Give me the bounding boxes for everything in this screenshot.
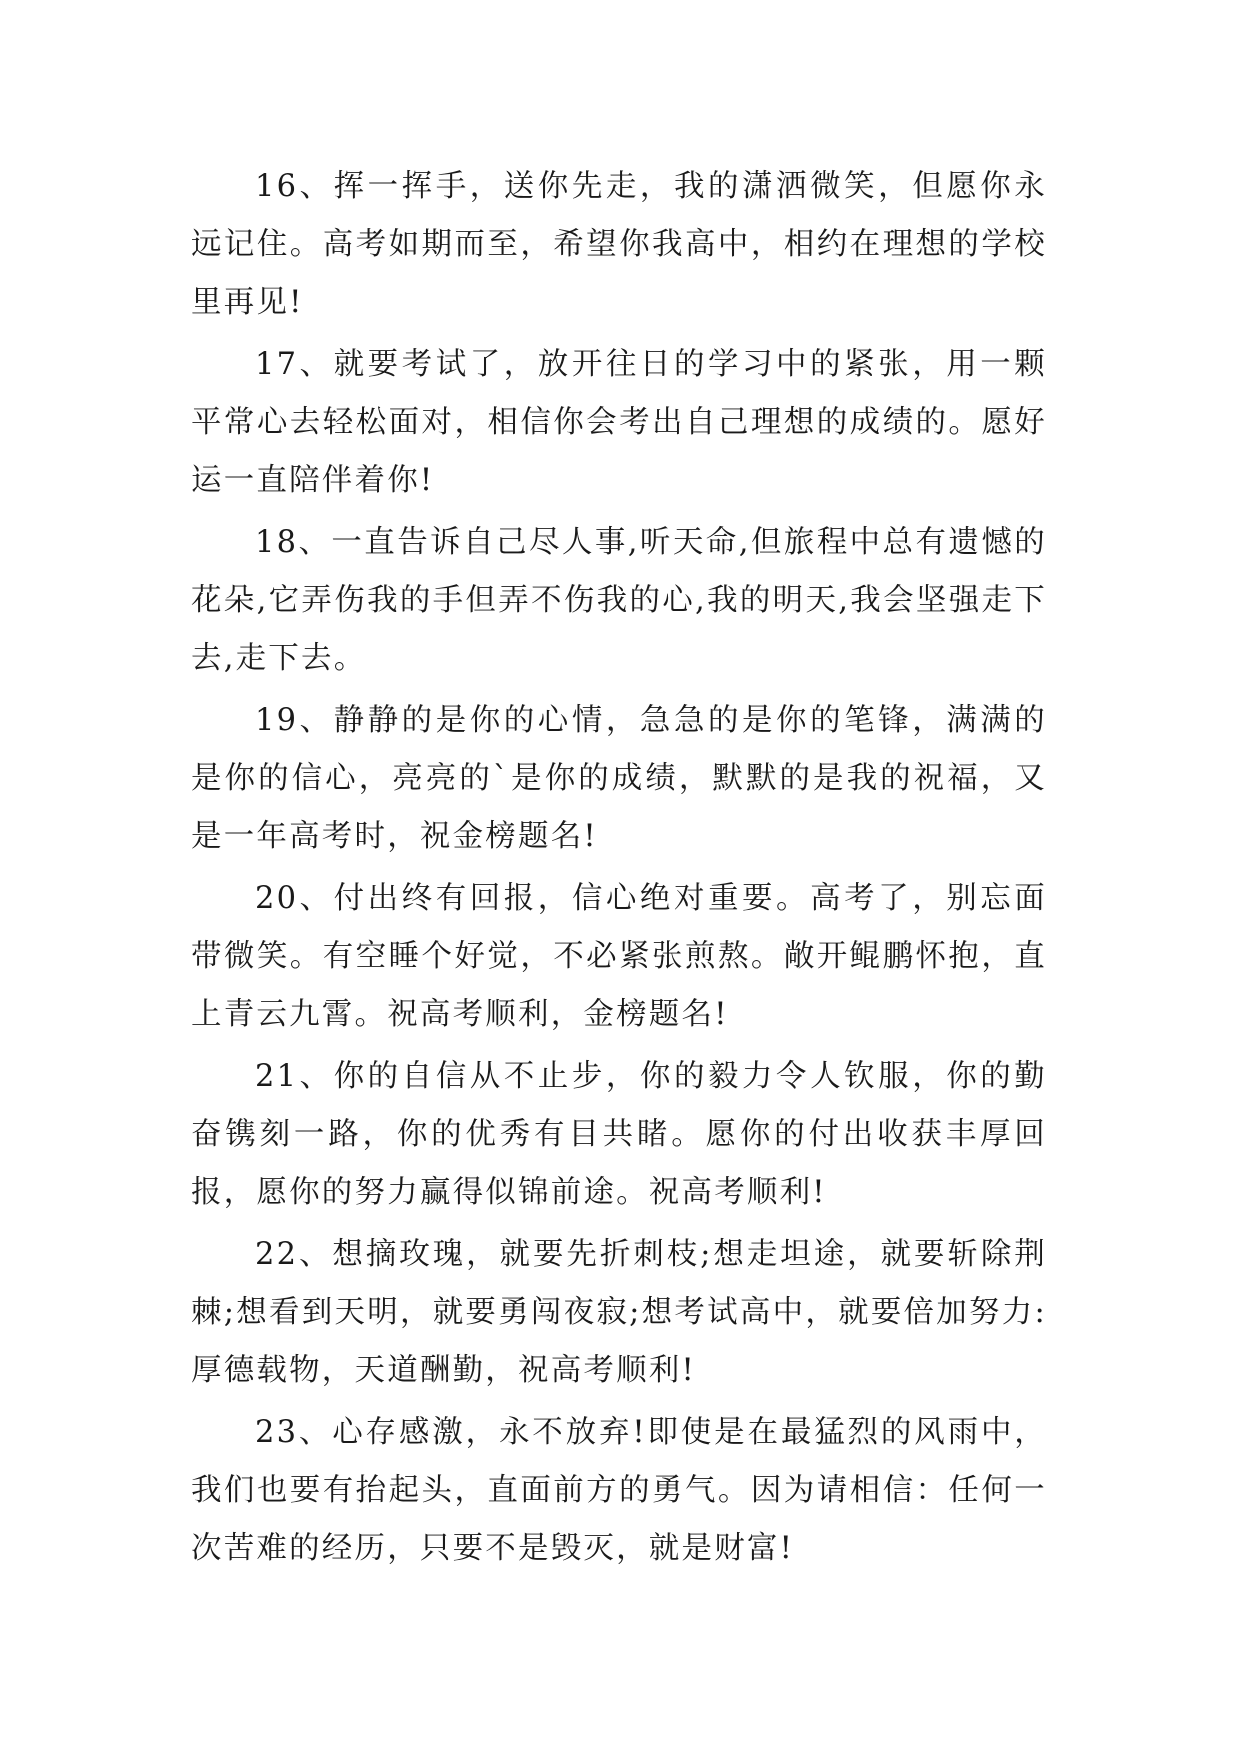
paragraph-17: 17、就要考试了，放开往日的学习中的紧张，用一颗平常心去轻松面对，相信你会考出自己理想的成绩的。愿好运一直陪伴着你! bbox=[191, 347, 1047, 498]
paragraph-23: 23、心存感激，永不放弃!即使是在最猛烈的风雨中，我们也要有抬起头，直面前方的勇气。因为请相信：任何一次苦难的经历，只要不是毁灭，就是财富! bbox=[191, 1415, 1047, 1566]
document-body bbox=[191, 158, 1047, 1582]
paragraph-21: 21、你的自信从不止步，你的毅力令人钦服，你的勤奋镌刻一路，你的优秀有目共睹。愿你的付出收获丰厚回报，愿你的努力赢得似锦前途。祝高考顺利! bbox=[191, 1059, 1047, 1210]
paragraph-22: 22、想摘玫瑰，就要先折刺枝;想走坦途，就要斩除荆棘;想看到天明，就要勇闯夜寂;想考试高中，就要倍加努力:厚德载物，天道酬勤，祝高考顺利! bbox=[191, 1237, 1047, 1388]
paragraph-20: 20、付出终有回报，信心绝对重要。高考了，别忘面带微笑。有空睡个好觉，不必紧张煎熬。敞开鲲鹏怀抱，直上青云九霄。祝高考顺利，金榜题名! bbox=[191, 881, 1047, 1032]
paragraph-16: 16、挥一挥手，送你先走，我的潇洒微笑，但愿你永远记住。高考如期而至，希望你我高中，相约在理想的学校里再见! bbox=[191, 169, 1047, 320]
paragraph-19: 19、静静的是你的心情，急急的是你的笔锋，满满的是你的信心，亮亮的`是你的成绩，默默的是我的祝福，又是一年高考时，祝金榜题名! bbox=[191, 703, 1047, 854]
paragraph-18: 18、一直告诉自己尽人事,听天命,但旅程中总有遗憾的花朵,它弄伤我的手但弄不伤我的心,我的明天,我会坚强走下去,走下去。 bbox=[191, 525, 1047, 676]
